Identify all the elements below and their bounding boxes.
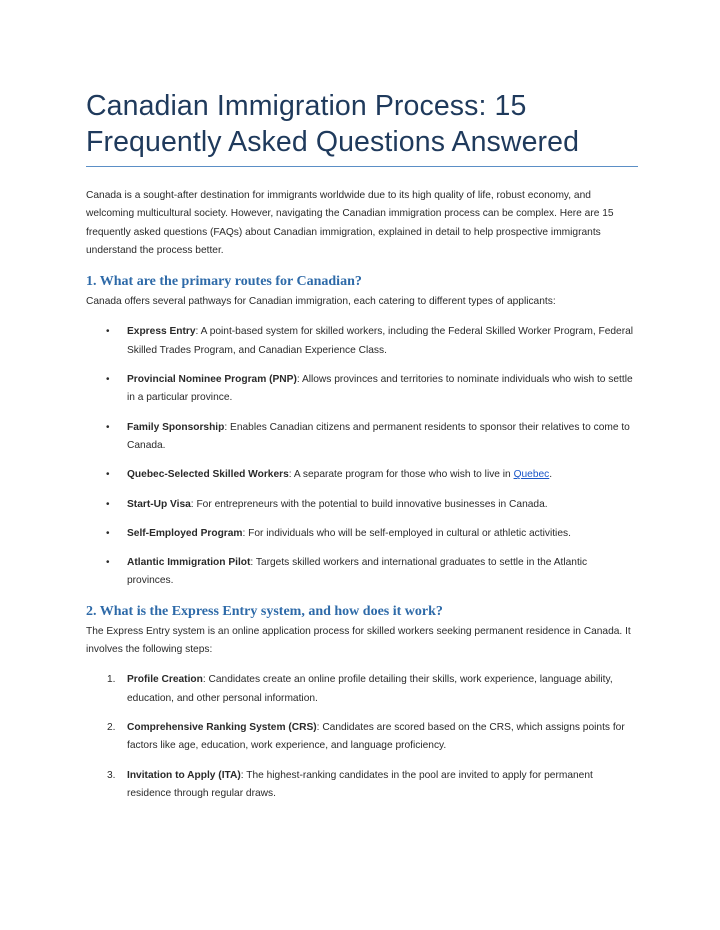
title-line-2: Frequently Asked Questions Answered (86, 126, 580, 158)
list-item-term: Profile Creation (127, 674, 203, 686)
list-item-text: : A separate program for those who wish to live in (288, 469, 514, 481)
list-item-text: : Candidates are scored based on the CRS, which assigns points for factors like age, education, work experience, and language proficiency. (127, 721, 625, 752)
document-title (86, 88, 634, 160)
list-item-text: : Enables Canadian citizens and permanent residents to sponsor their relatives to come to Canada. (127, 421, 630, 451)
section-1-lead: Canada offers several pathways for Canadian immigration, each catering to different types of applicants: (86, 296, 556, 308)
list-item-term: Atlantic Immigration Pilot (127, 557, 251, 569)
step-number: 2. (107, 721, 116, 733)
list-item-term: Provincial Nominee Program (PNP) (127, 374, 297, 386)
title-line-1: Canadian Immigration Process: 15 (86, 90, 527, 122)
list-item (86, 496, 634, 514)
bullet-mark: • (106, 527, 110, 539)
section-2-lead: The Express Entry system is an online application process for skilled workers seeking permanent residence in Canada. It involves the following steps: (86, 625, 631, 656)
list-item-text: : Targets skilled workers and international graduates to settle in the Atlantic provinces. (127, 557, 588, 587)
step-number: 1. (107, 674, 116, 686)
list-item (86, 671, 634, 708)
step-number: 3. (107, 769, 116, 781)
list-item-text: : For individuals who will be self-employed in cultural or athletic activities. (242, 527, 571, 539)
bullet-mark: • (106, 498, 110, 510)
list-item-text: : For entrepreneurs with the potential to build innovative businesses in Canada. (190, 498, 548, 510)
list-item-term: Quebec-Selected Skilled Workers (127, 469, 289, 481)
bullet-mark: • (106, 557, 110, 569)
express-entry-steps (86, 671, 634, 803)
list-item-text: : Candidates create an online profile detailing their skills, work experience, language ability, education, and other personal information. (127, 674, 613, 704)
list-item (86, 719, 634, 756)
list-item (86, 466, 634, 484)
section-1-heading: 1. What are the primary routes for Canadian? (86, 274, 362, 290)
section-2-heading: 2. What is the Express Entry system, and how does it work? (86, 603, 443, 619)
list-item-term: Invitation to Apply (ITA) (127, 769, 241, 781)
list-item (86, 371, 634, 408)
list-item (86, 419, 634, 456)
list-item (86, 525, 634, 543)
list-item (86, 767, 634, 804)
list-item (86, 323, 634, 360)
list-item-term: Start-Up Visa (127, 498, 191, 510)
bullet-mark: • (106, 469, 110, 481)
list-item (86, 554, 634, 591)
list-item-term: Family Sponsorship (127, 421, 225, 433)
list-item-text: : Allows provinces and territories to nominate individuals who wish to settle in a particular province. (127, 374, 633, 404)
list-item-text-end: . (549, 469, 553, 481)
list-item-term: Express Entry (127, 326, 196, 338)
list-item-term: Comprehensive Ranking System (CRS) (127, 721, 317, 733)
list-item-text: : The highest-ranking candidates in the pool are invited to apply for permanent residence through regular draws. (127, 769, 593, 799)
intro-paragraph: Canada is a sought-after destination for immigrants worldwide due to its high quality of life, robust economy, and welcoming multicultural society. However, navigating the Canadian immigration process can be complex. Here are 15 frequently asked questions (FAQs) about Canadian immigration, explained in detail to help prospective immigrants understand the process better. (86, 190, 614, 256)
bullet-mark: • (106, 374, 110, 386)
list-item-term: Self-Employed Program (127, 527, 243, 539)
title-divider (86, 166, 638, 167)
bullet-mark: • (106, 326, 110, 338)
quebec-link[interactable]: Quebec (513, 469, 550, 481)
routes-list (86, 323, 634, 590)
list-item-text: : A point-based system for skilled workers, including the Federal Skilled Worker Program, Federal Skilled Trades Program, and Canadian Experience Class. (127, 326, 634, 356)
bullet-mark: • (106, 421, 110, 433)
